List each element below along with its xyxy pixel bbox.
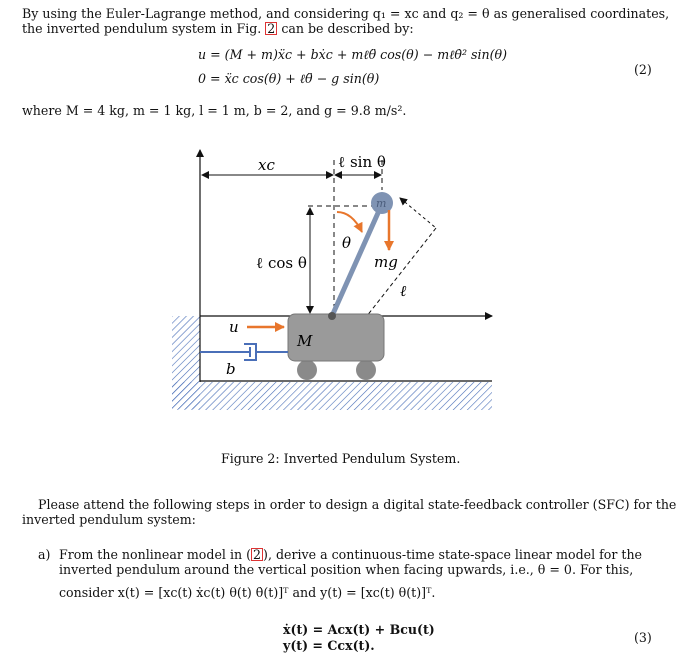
label-m: m bbox=[376, 197, 387, 210]
equation-3-line-2: y(t) = Ccx(t). bbox=[283, 638, 375, 653]
where-line: where M = 4 kg, m = 1 kg, l = 1 m, b = 2, and g = 9.8 m/s². bbox=[22, 103, 407, 118]
cart-wheel-right bbox=[356, 360, 376, 380]
length-dimension-arrow bbox=[400, 198, 436, 228]
item-a-line-3: consider x(t) = [xc(t) ẋc(t) θ(t) θ̇(t)]ᵀ and y(t) = [xc(t) θ(t)]ᵀ. bbox=[59, 585, 436, 600]
intro-line-1: By using the Euler-Lagrange method, and considering q₁ = xc and q₂ = θ as generalised coordinates, bbox=[22, 6, 670, 21]
label-b: b bbox=[226, 360, 236, 378]
label-theta: θ bbox=[342, 234, 352, 252]
label-l: ℓ bbox=[400, 282, 407, 300]
equation-2-line-1: u = (M + m)ẍc + bẋc + mℓθ̈ cos(θ) − mℓθ̇² sin(θ) bbox=[198, 47, 508, 62]
steps-line-2: inverted pendulum system: bbox=[22, 512, 196, 527]
equation-reference-link[interactable]: 2 bbox=[253, 547, 262, 562]
item-a-label: a) bbox=[38, 547, 51, 562]
intro-line-2-pre: the inverted pendulum system in Fig. bbox=[22, 21, 266, 36]
intro-line-2-post: can be described by: bbox=[277, 21, 414, 36]
item-a-line-1: From the nonlinear model in ( 2 ), derive a continuous-time state-space linear model for the bbox=[59, 547, 643, 562]
cart-wheel-left bbox=[297, 360, 317, 380]
item-a-line-1-post: , derive a continuous-time state-space linear model for the bbox=[267, 547, 643, 562]
item-a-line-1-pre: From the nonlinear model in bbox=[59, 547, 247, 562]
ground-hatch-bottom bbox=[172, 382, 492, 410]
equation-3-line-1: ẋ(t) = Acx(t) + Bcu(t) bbox=[283, 622, 435, 637]
label-lsin: ℓ sin θ bbox=[338, 153, 386, 171]
equation-3-number: (3) bbox=[634, 630, 652, 645]
label-cart-mass: M bbox=[297, 332, 313, 350]
label-u: u bbox=[229, 318, 239, 336]
figure-reference-link[interactable]: 2 bbox=[267, 21, 276, 36]
pivot bbox=[328, 312, 336, 320]
item-a-line-2: inverted pendulum around the vertical position when facing upwards, i.e., θ = 0. For this, bbox=[59, 562, 634, 577]
equation-2-number: (2) bbox=[634, 62, 652, 77]
figure-caption: Figure 2: Inverted Pendulum System. bbox=[221, 451, 461, 466]
equation-2-line-2: 0 = ẍc cos(θ) + ℓθ̈ − g sin(θ) bbox=[198, 71, 380, 86]
steps-line-1: Please attend the following steps in order to design a digital state-feedback controller (SFC) for the bbox=[38, 497, 677, 512]
label-lcos: ℓ cos θ bbox=[256, 254, 307, 272]
theta-angle-arc bbox=[337, 212, 362, 232]
label-mg: mg bbox=[374, 253, 398, 271]
label-xc: xc bbox=[258, 156, 275, 174]
